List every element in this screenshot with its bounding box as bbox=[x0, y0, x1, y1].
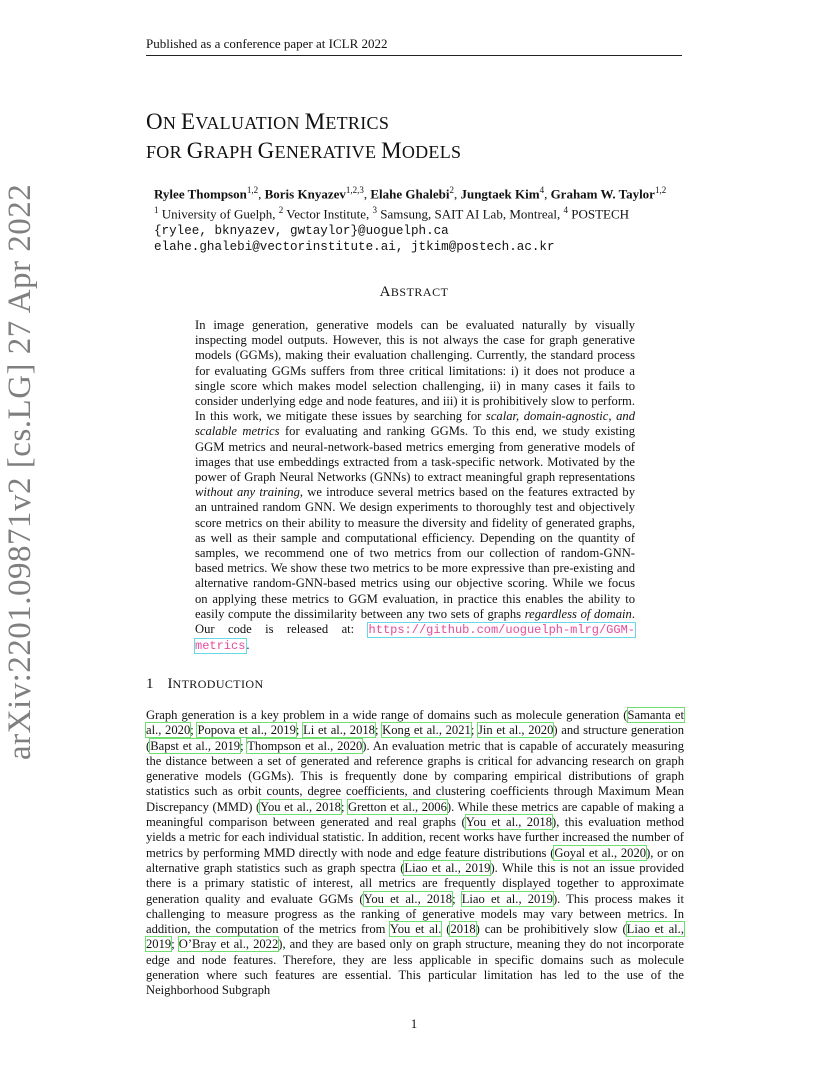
citation-link[interactable]: Popova et al., 2019 bbox=[197, 723, 296, 738]
affiliation-superscript: 3 bbox=[372, 205, 378, 216]
title-smallcaps: ENERATIVE bbox=[274, 142, 382, 162]
intro-text: ), this evaluation method yields a metric for each individual statistic. In addition, recent works have further increased the number of metrics by performing MMD directly with node and edge feature distributions ( bbox=[146, 815, 684, 860]
arxiv-sidebar-stamp: arXiv:2201.09871v2 [cs.LG] 27 Apr 2022 bbox=[2, 183, 38, 760]
section-title-initial: I bbox=[167, 676, 173, 692]
citation-link[interactable]: Liao et al., 2019 bbox=[146, 922, 684, 952]
abstract-heading-initial: A bbox=[379, 284, 391, 300]
intro-text: ; bbox=[171, 937, 179, 952]
title-smallcaps: N bbox=[162, 113, 182, 133]
title-smallcaps: RAPH bbox=[203, 142, 258, 162]
intro-text: ). While this is not an issue provided there is a primary statistic of interest, all metrics are frequently displayed together to approximate generation quality and evaluate GGMs ( bbox=[146, 860, 684, 906]
running-header: Published as a conference paper at ICLR 2022 bbox=[146, 36, 682, 56]
title-line-1 bbox=[146, 108, 686, 137]
author-block bbox=[154, 182, 714, 255]
intro-text: ). An evaluation metric that is capable of accurately measuring the distance between a set of generated and reference graphs is critical for advancing research on graph generative models (GGMs). This is frequently done by comparing empirical distributions of graph statistics such as orbit counts, degree coefficients, and clustering coefficients through Maximum Mean Discrepancy (MMD) ( bbox=[146, 738, 684, 814]
citation-link[interactable]: You et al., 2018 bbox=[260, 799, 341, 814]
intro-text: ( bbox=[441, 922, 451, 937]
citation-link[interactable]: Bapst et al., 2019 bbox=[150, 738, 241, 753]
title-line-2 bbox=[146, 137, 686, 166]
author-name: Boris Knyazev bbox=[264, 186, 346, 202]
abstract-heading-rest: BSTRACT bbox=[390, 285, 449, 299]
intro-text: ), or on alternative graph statistics such as graph spectra ( bbox=[146, 845, 684, 875]
emphasis-text: without any training bbox=[195, 485, 300, 500]
title-initial: M bbox=[304, 109, 326, 134]
citation-link[interactable]: Thompson et al., 2020 bbox=[247, 738, 363, 753]
intro-text: ), and they are based only on graph structure, meaning they do not incorporate edge and node features. Therefore, they are less applicable in specific domains such as molecule generation where such features are essential. This particular limitation has led to the use of the Neighborhood Subgraph bbox=[146, 937, 684, 998]
intro-text: ; bbox=[240, 738, 248, 753]
citation-link[interactable]: You et al., 2018 bbox=[363, 891, 453, 906]
author-superscript: 1,2 bbox=[246, 185, 259, 195]
paper-title bbox=[146, 108, 686, 166]
citation-link[interactable]: O’Bray et al., 2022 bbox=[178, 937, 279, 952]
citation-link[interactable]: Li et al., 2018 bbox=[303, 723, 375, 738]
citation-link[interactable]: Kong et al., 2021 bbox=[382, 723, 471, 738]
affiliation-superscript: 4 bbox=[563, 205, 568, 216]
intro-text: ) and structure generation ( bbox=[146, 723, 685, 753]
affiliation-superscript: 2 bbox=[278, 205, 284, 216]
author-email-1: {rylee, bknyazev, gwtaylor}@uoguelph.ca bbox=[154, 223, 449, 238]
title-initial: G bbox=[186, 138, 204, 163]
title-smallcaps: ODELS bbox=[401, 142, 462, 162]
intro-text: ; bbox=[470, 723, 479, 738]
intro-text: Graph generation is a key problem in a wide range of domains such as molecule generation ( bbox=[146, 708, 628, 722]
citation-link[interactable]: You et al., 2018 bbox=[465, 815, 552, 830]
title-initial: M bbox=[381, 138, 402, 163]
affiliation-name: POSTECH bbox=[567, 206, 630, 222]
author-superscript: 4 bbox=[539, 185, 545, 195]
citation-link[interactable]: Gretton et al., 2006 bbox=[348, 799, 447, 814]
affiliation-superscript: 1 bbox=[154, 205, 159, 216]
author-superscript: 1,2 bbox=[654, 185, 667, 195]
intro-text: ). This process makes it challenging to measure progress as the ranking of generative models may vary between metrics. In addition, the computation of the metrics from bbox=[146, 891, 684, 937]
author-affiliations bbox=[154, 202, 714, 222]
title-initial: E bbox=[181, 109, 196, 134]
title-smallcaps: FOR bbox=[146, 142, 187, 162]
intro-text: ; bbox=[190, 723, 198, 738]
abstract-text: . bbox=[246, 638, 250, 653]
affiliation-name: Samsung, SAIT AI Lab, Montreal, bbox=[377, 206, 564, 222]
emphasis-text: scalar, domain-agnostic, and scalable metrics bbox=[195, 409, 635, 439]
author-superscript: 2 bbox=[449, 185, 454, 195]
author-name: Rylee Thompson bbox=[154, 186, 247, 202]
intro-text: ; bbox=[340, 799, 349, 814]
author-superscript: 1,2,3 bbox=[345, 185, 364, 195]
page-number: 1 bbox=[410, 1016, 418, 1031]
affiliation-name: Vector Institute, bbox=[283, 206, 373, 222]
abstract-body bbox=[195, 318, 635, 654]
author-name: Graham W. Taylor bbox=[550, 186, 655, 202]
section-number: 1 bbox=[146, 676, 154, 692]
intro-text: ). While these metrics are capable of making a meaningful comparison between generated and real graphs ( bbox=[146, 799, 684, 830]
title-initial: O bbox=[146, 109, 163, 134]
code-link[interactable]: https://github.com/uoguelph-mlrg/GGM-metrics bbox=[195, 623, 635, 654]
citation-link[interactable]: Liao et al., 2019 bbox=[404, 860, 491, 875]
abstract-heading bbox=[146, 284, 682, 301]
intro-text: ; bbox=[374, 723, 383, 738]
author-email-2: elahe.ghalebi@vectorinstitute.ai, jtkim@postech.ac.kr bbox=[154, 239, 555, 254]
citation-link[interactable]: Liao et al., 2019 bbox=[461, 891, 553, 906]
introduction-body bbox=[146, 708, 684, 999]
abstract-text: , we introduce several metrics based on the features extracted by an untrained random GNN. We design experiments to thoroughly test and objectively score metrics on their ability to measure the diversity and fidelity of generated graphs, as well as their sample and computational efficiency. Depending on the quantity of samples, we recommend one of two metrics from our collection of random-GNN-based metrics. We show these two metrics to be more expressive than pre-existing and alternative random-GNN-based metrics using our objective scoring. While we focus on applying these metrics to GGM evaluation, in practice this enables the ability to easily compute the dissimilarity between any two sets of graphs bbox=[195, 485, 635, 621]
citation-link[interactable]: You et al. bbox=[389, 922, 442, 937]
affiliation-name: University of Guelph, bbox=[158, 206, 279, 222]
abstract-text: In image generation, generative models can be evaluated naturally by visually inspecting model outputs. However, this is not always the case for graph generative models (GGMs), making their evaluation challenging. Currently, the standard process for evaluating GGMs suffers from three critical limitations: i) it does not produce a single score which makes model selection challenging, ii) in many cases it fails to consider underlying edge and node features, and iii) it is prohibitively slow to perform. In this work, we mitigate these issues by searching for bbox=[195, 318, 635, 424]
section-title-rest: NTRODUCTION bbox=[172, 677, 264, 691]
citation-link[interactable]: Goyal et al., 2020 bbox=[554, 845, 647, 860]
citation-link[interactable]: 2018 bbox=[450, 922, 476, 937]
intro-text: ) can be prohibitively slow ( bbox=[475, 922, 627, 937]
intro-text: ; bbox=[452, 891, 462, 906]
author-name: Elahe Ghalebi bbox=[370, 186, 450, 202]
section-heading-introduction bbox=[146, 676, 682, 693]
abstract-text: . Our code is released at: bbox=[195, 606, 635, 637]
title-smallcaps: ETRICS bbox=[325, 113, 390, 133]
intro-text: ; bbox=[295, 723, 304, 738]
emphasis-text: regardless of domain bbox=[524, 606, 632, 621]
author-name: Jungtaek Kim bbox=[460, 186, 540, 202]
title-initial: G bbox=[257, 138, 275, 163]
citation-link[interactable]: Jin et al., 2020 bbox=[478, 723, 554, 738]
title-smallcaps: VALUATION bbox=[195, 113, 305, 133]
citation-link[interactable]: Samanta et al., 2020 bbox=[146, 708, 684, 738]
author-names: Rylee Thompson$^{1,2}$, Boris Knyazev$^{1,2,3}$, Elahe Ghalebi$^2$, Jungtaek Kim$^4$, Graham W. Taylor$^{1,2}$ bbox=[154, 185, 667, 202]
abstract-text: for evaluating and ranking GGMs. To this end, we study existing GGM metrics and neural-network-based metrics emerging from generative models of images that use embeddings extracted from a task-specific network. Motivated by the power of Graph Neural Networks (GNNs) to extract meaningful graph representations bbox=[195, 424, 635, 485]
